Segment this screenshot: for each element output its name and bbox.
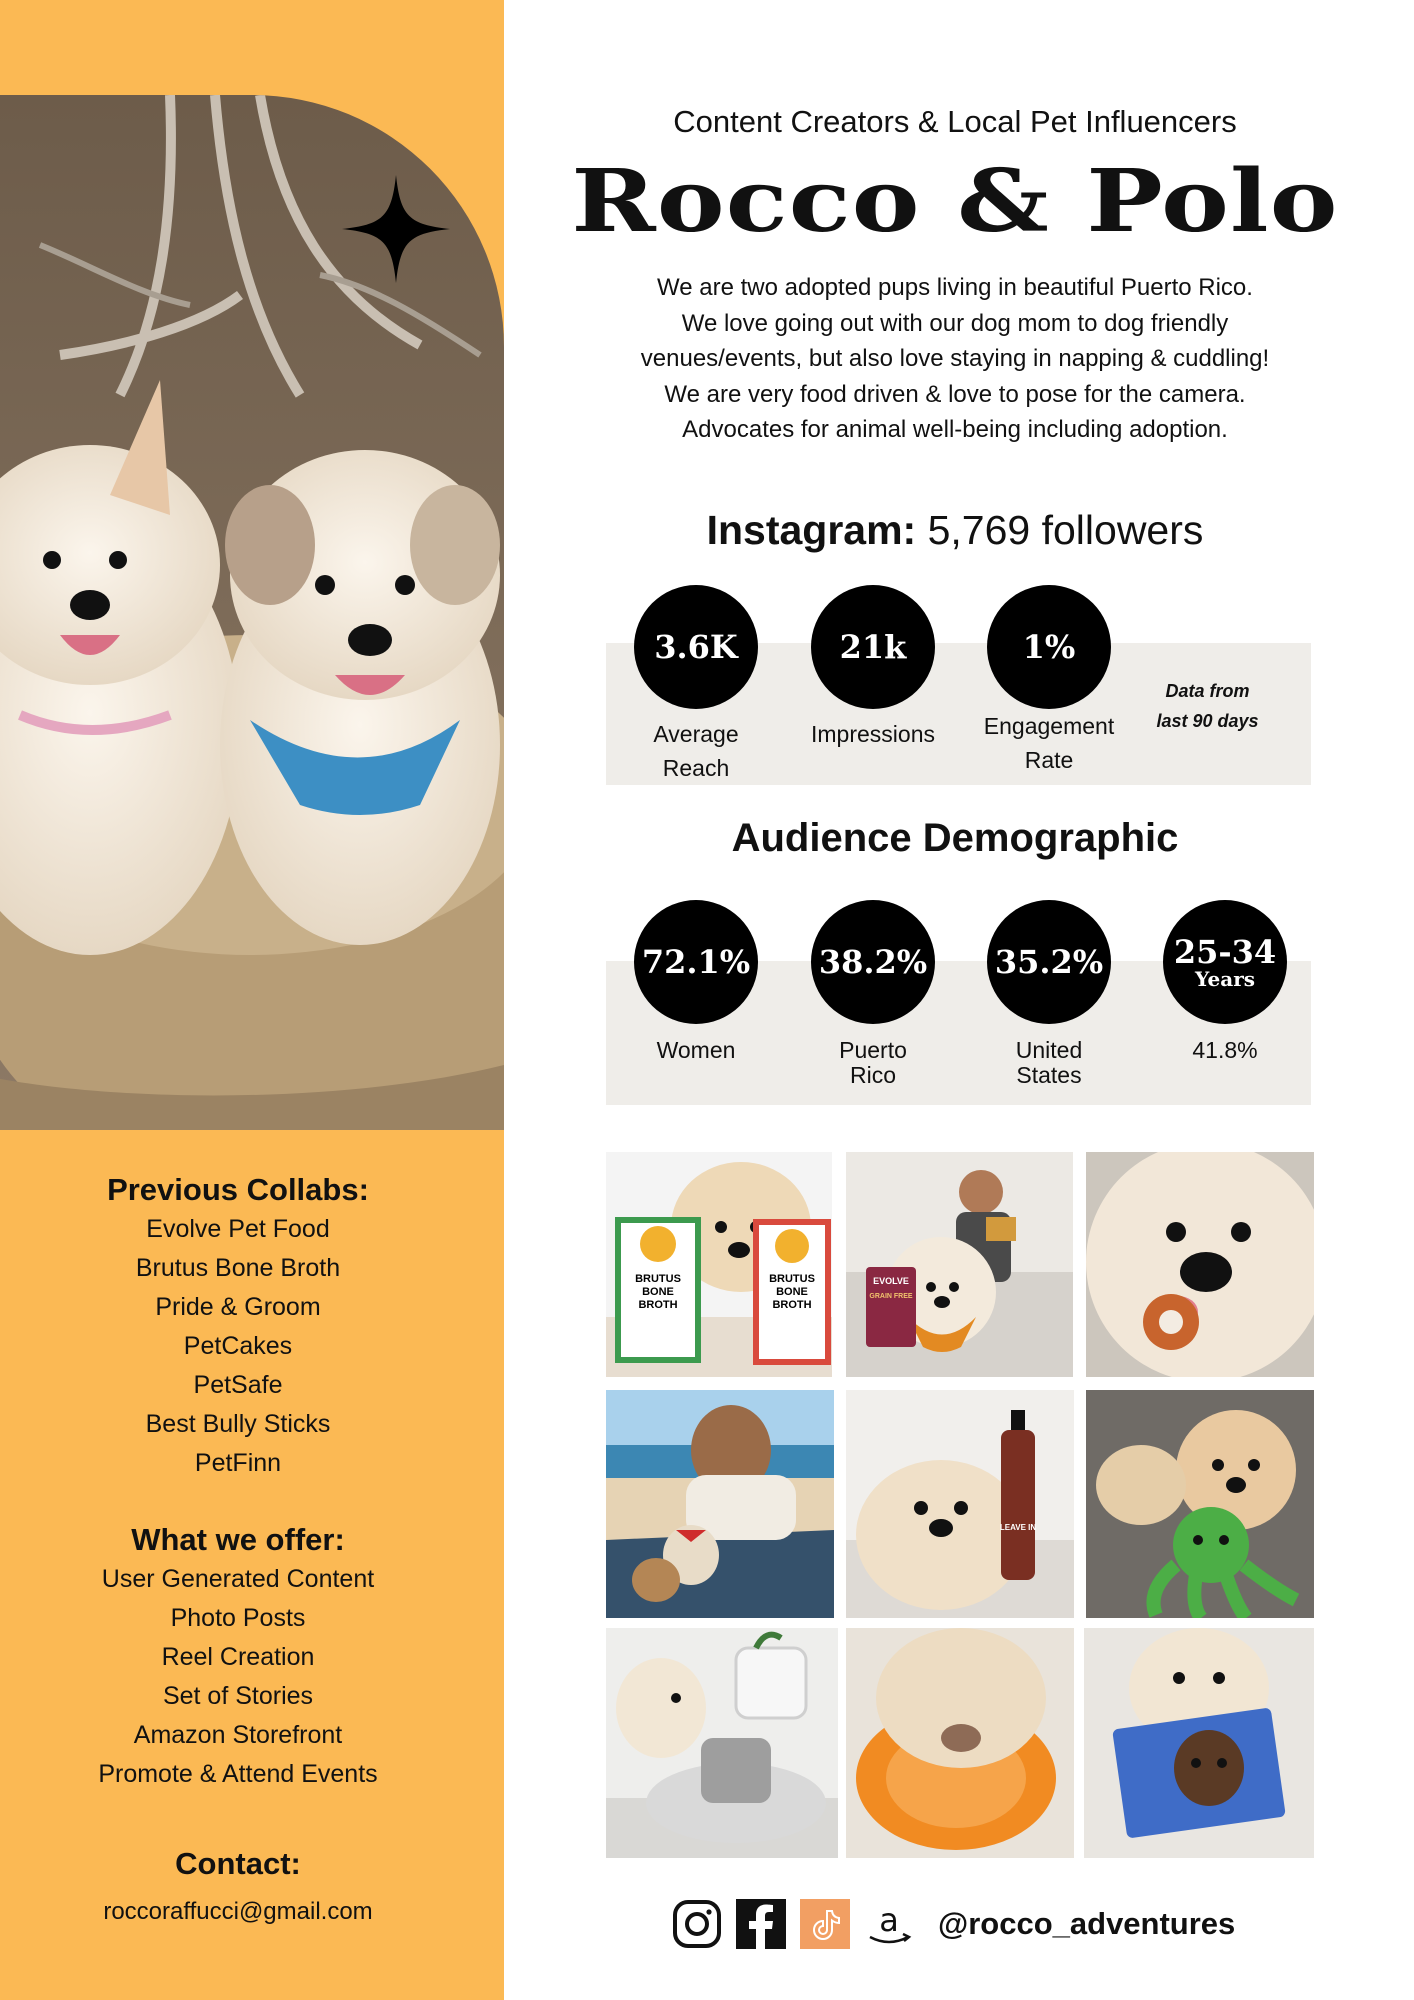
tiktok-icon[interactable] bbox=[800, 1899, 850, 1949]
stat-label bbox=[788, 1038, 958, 1088]
stat-label-line: Impressions bbox=[811, 721, 935, 747]
stat-label bbox=[611, 1038, 781, 1063]
stat-label-line: Reach bbox=[662, 755, 730, 781]
gallery-photo-wisdom-panel bbox=[1084, 1628, 1314, 1858]
stat-label-line: Rate bbox=[1024, 747, 1074, 773]
stat-engagement-rate bbox=[964, 585, 1134, 777]
stat-label-line: United bbox=[1015, 1037, 1083, 1063]
facebook-icon[interactable] bbox=[736, 1899, 786, 1949]
previous-collabs-section bbox=[0, 1170, 476, 1483]
stat-value: 72.1% bbox=[641, 943, 751, 981]
stat-label-line: Average bbox=[653, 721, 739, 747]
stat-label-line: 41.8% bbox=[1192, 1037, 1258, 1063]
stat-sub: Years bbox=[1194, 967, 1256, 991]
brutus-logo-text: BROTH bbox=[772, 1299, 812, 1311]
tagline: Content Creators & Local Pet Influencers bbox=[673, 104, 1237, 139]
gallery-photo-petcake bbox=[1086, 1152, 1314, 1377]
offer-item: User Generated Content bbox=[101, 1565, 375, 1593]
bio-line: We are very food driven & love to pose for the camera. bbox=[664, 380, 1246, 408]
brutus-logo-text: BROTH bbox=[638, 1299, 678, 1311]
stat-circle bbox=[987, 585, 1111, 709]
grain-free-text: GRAIN FREE bbox=[869, 1293, 913, 1300]
audience-age-range bbox=[1140, 900, 1310, 1063]
audience-united-states bbox=[964, 900, 1134, 1088]
bio-line: Advocates for animal well-being including adoption. bbox=[682, 416, 1228, 443]
gallery-photo-lick-mat bbox=[846, 1628, 1074, 1858]
stat-label-line: Engagement bbox=[983, 713, 1115, 739]
collab-item: Pride & Groom bbox=[155, 1293, 321, 1321]
stat-label-line: Women bbox=[656, 1037, 736, 1063]
note-line: last 90 days bbox=[1156, 711, 1259, 731]
instagram-heading bbox=[590, 502, 1320, 558]
svg-text:a: a bbox=[879, 1901, 899, 1939]
amazon-icon[interactable] bbox=[864, 1899, 914, 1949]
offer-item: Set of Stories bbox=[162, 1682, 314, 1710]
left-panel bbox=[0, 0, 504, 2000]
stat-label-line: Puerto bbox=[839, 1037, 907, 1063]
stat-label bbox=[788, 717, 958, 751]
stat-value: 21k bbox=[839, 628, 907, 666]
stat-label bbox=[611, 717, 781, 785]
social-bar bbox=[672, 1896, 1235, 1952]
collab-item: PetFinn bbox=[194, 1449, 282, 1477]
bio-line: We love going out with our dog mom to dog friendly bbox=[681, 309, 1229, 337]
stat-label bbox=[964, 709, 1134, 777]
gallery-photo-leave-in-spray bbox=[846, 1390, 1074, 1618]
leave-in-label-text: LEAVE IN bbox=[999, 1523, 1037, 1532]
offer-item: Promote & Attend Events bbox=[98, 1760, 378, 1788]
note-line: Data from bbox=[1165, 681, 1250, 701]
social-handle[interactable]: @rocco_adventures bbox=[938, 1906, 1236, 1941]
instagram-label: Instagram: bbox=[706, 507, 917, 553]
brutus-logo-text: BRUTUS bbox=[769, 1273, 815, 1285]
collab-item: Brutus Bone Broth bbox=[135, 1254, 341, 1282]
stat-value: 1% bbox=[1022, 628, 1076, 666]
stat-label bbox=[1140, 1038, 1310, 1063]
data-period-note bbox=[1135, 676, 1280, 736]
audience-women bbox=[611, 900, 781, 1063]
bio-line: venues/events, but also love staying in napping & cuddling! bbox=[640, 345, 1270, 372]
collab-item: PetSafe bbox=[193, 1371, 283, 1399]
brutus-logo-text: BONE bbox=[642, 1286, 674, 1298]
stat-circle bbox=[811, 585, 935, 709]
stat-circle bbox=[987, 900, 1111, 1024]
gallery-photo-beach bbox=[606, 1390, 834, 1618]
collab-item: Evolve Pet Food bbox=[146, 1215, 330, 1243]
sparkle-icon bbox=[342, 175, 450, 283]
collab-item: PetCakes bbox=[183, 1332, 293, 1360]
bio-paragraph bbox=[590, 270, 1320, 448]
brutus-logo-text: BRUTUS bbox=[635, 1273, 681, 1285]
collabs-heading: Previous Collabs: bbox=[107, 1172, 369, 1207]
stat-impressions bbox=[788, 585, 958, 751]
collab-item: Best Bully Sticks bbox=[145, 1410, 331, 1438]
evolve-logo-text: EVOLVE bbox=[873, 1276, 909, 1286]
stat-value: 25-34 bbox=[1173, 933, 1277, 971]
stat-circle bbox=[634, 585, 758, 709]
stat-value: 3.6K bbox=[654, 628, 738, 666]
gallery-photo-bone-broth bbox=[606, 1152, 832, 1377]
stat-average-reach bbox=[611, 585, 781, 785]
gallery-photo-water-fountain bbox=[606, 1628, 838, 1858]
stat-label bbox=[964, 1038, 1134, 1088]
offer-item: Amazon Storefront bbox=[133, 1721, 343, 1749]
offers-section bbox=[0, 1520, 476, 1794]
stat-circle bbox=[811, 900, 935, 1024]
audience-puerto-rico bbox=[788, 900, 958, 1088]
offer-item: Photo Posts bbox=[170, 1604, 306, 1632]
stat-circle bbox=[634, 900, 758, 1024]
audience-heading: Audience Demographic bbox=[731, 816, 1179, 860]
bio-line: We are two adopted pups living in beautiful Puerto Rico. bbox=[657, 274, 1253, 301]
stat-label-line: States bbox=[1016, 1062, 1082, 1088]
contact-section bbox=[0, 1844, 476, 1931]
brand-title: Rocco & Polo bbox=[571, 151, 1339, 252]
stat-circle bbox=[1163, 900, 1287, 1024]
offers-heading: What we offer: bbox=[131, 1522, 345, 1557]
stat-value: 38.2% bbox=[818, 943, 928, 981]
gallery-photo-octopus-toy bbox=[1086, 1390, 1314, 1618]
stat-label-line: Rico bbox=[849, 1062, 896, 1088]
contact-heading: Contact: bbox=[175, 1846, 301, 1881]
contact-email-link[interactable]: roccoraffucci@gmail.com bbox=[103, 1898, 373, 1925]
offer-item: Reel Creation bbox=[161, 1643, 315, 1671]
gallery-photo-evolve-food bbox=[846, 1152, 1073, 1377]
stat-value: 35.2% bbox=[994, 943, 1104, 981]
instagram-icon[interactable] bbox=[672, 1899, 722, 1949]
instagram-followers: 5,769 followers bbox=[927, 507, 1204, 553]
brutus-logo-text: BONE bbox=[776, 1286, 808, 1298]
